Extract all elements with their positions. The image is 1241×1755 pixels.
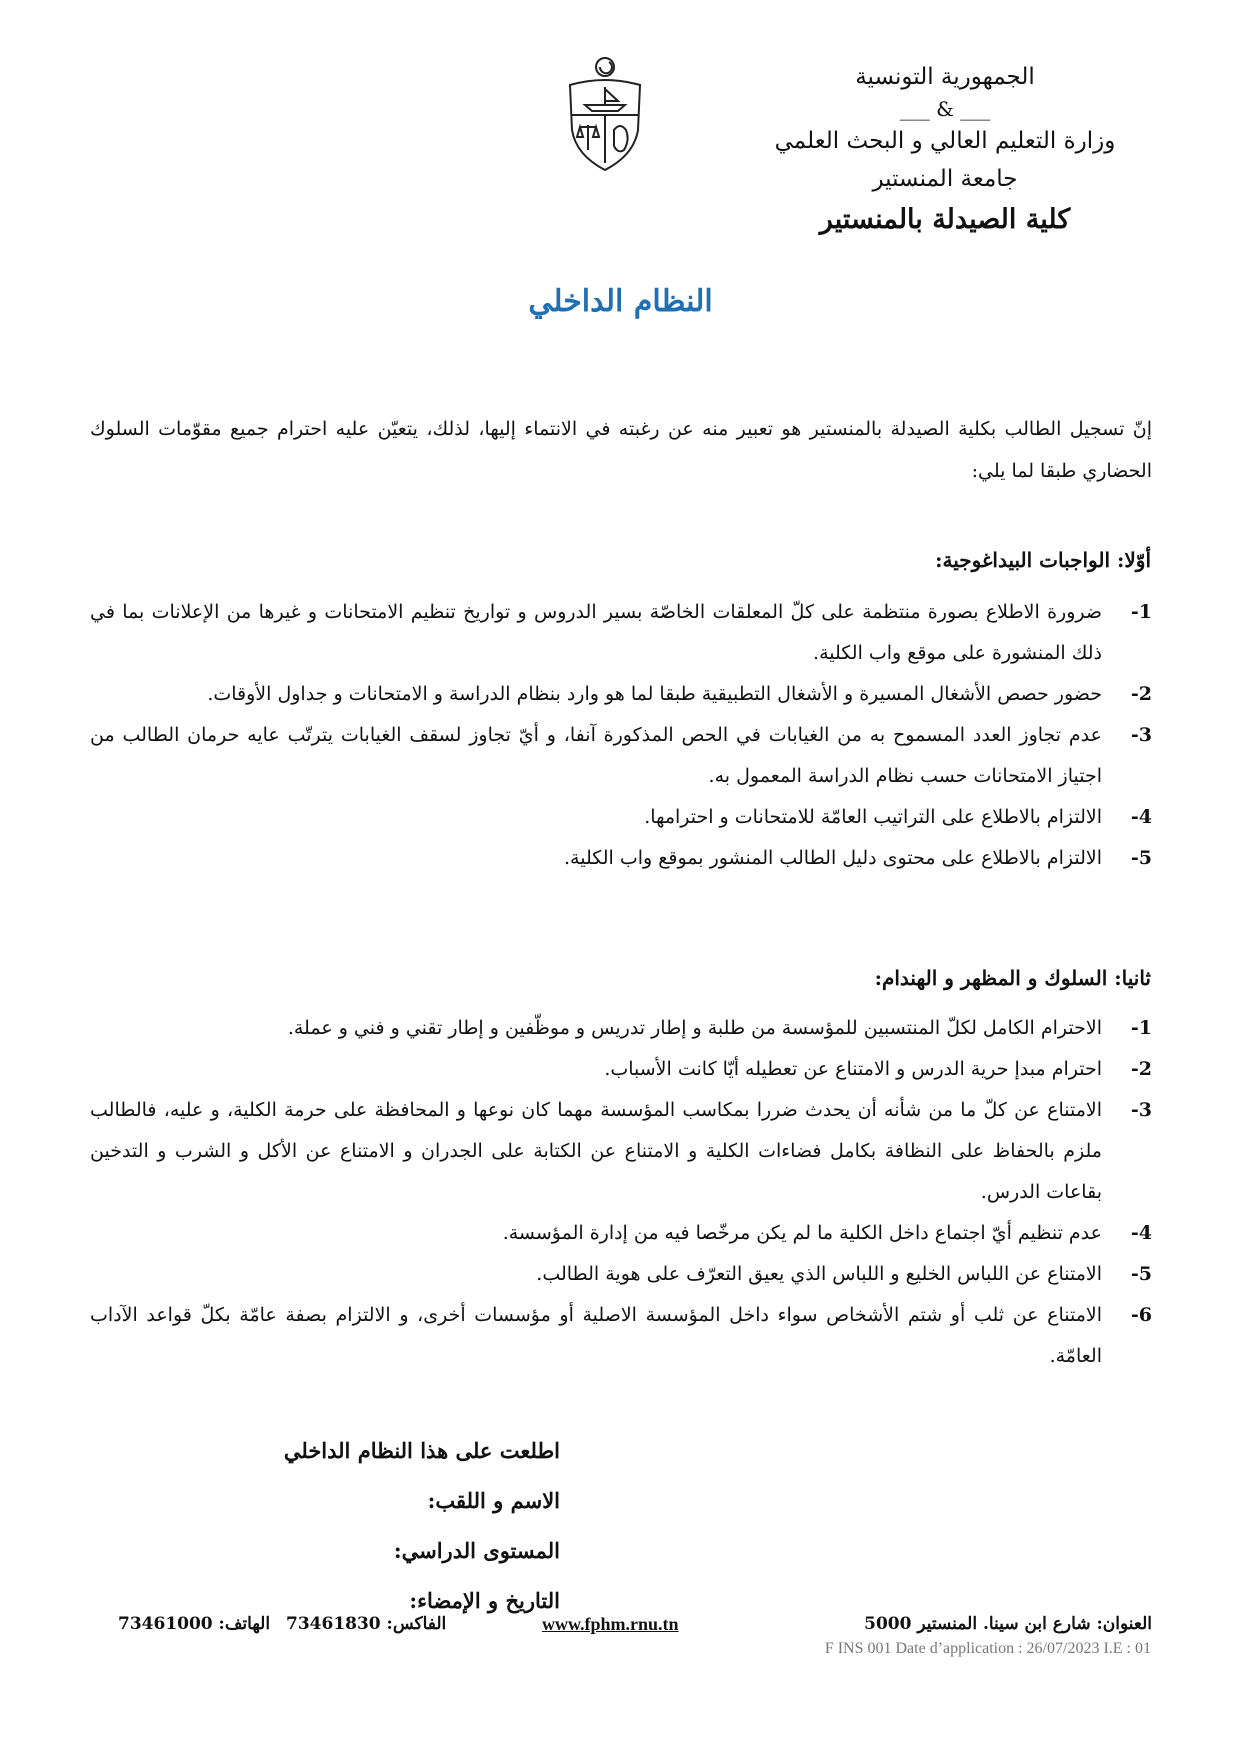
section-conduct-title: ثانيا: السلوك و المظهر و الهندام: (874, 966, 1151, 990)
list-item (90, 838, 1152, 879)
item-text: احترام مبدإ حرية الدرس و الامتناع عن تعطيله أيّا كانت الأسباب. (604, 1058, 1102, 1080)
item-number: 2- (1130, 1058, 1152, 1080)
date-signature-label: التاريخ و الإمضاء: (409, 1588, 560, 1613)
section-pedagogical-title: أوّلا: الواجبات البيداغوجية: (935, 548, 1151, 572)
item-number: 6- (1130, 1304, 1152, 1326)
list-item (90, 674, 1152, 715)
item-number: 3- (1130, 724, 1152, 746)
header-separator: ___ & ___ (899, 97, 991, 121)
website-link[interactable]: www.fphm.rnu.tn (542, 1614, 679, 1634)
document-title: النظام الداخلي (528, 284, 713, 319)
item-number: 5- (1130, 1263, 1152, 1285)
item-text: الامتناع عن كلّ ما من شأنه أن يحدث ضررا بمكاسب المؤسسة مهما كان نوعها و المحافظة على حرمة الكلية، و عليه، فالطالب ملزم بالحفاظ على النظافة بكامل فضاءات الكلية و الامتناع عن الكتابة على الجدران و الامتناع عن الأكل و الشرب و التدخين بقاعات الدرس. (90, 1099, 1102, 1203)
item-text: الالتزام بالاطلاع على التراتيب العامّة للامتحانات و احترامها. (644, 806, 1102, 828)
list-item (90, 1049, 1152, 1090)
item-text: عدم تجاوز العدد المسموح به من الغيابات في الحص المذكورة آنفا، و أيّ تجاوز لسقف الغيابات يترتّب عايه حرمان الطالب من اجتياز الامتحانات حسب نظام الدراسة المعمول به. (90, 724, 1102, 787)
item-number: 1- (1130, 1017, 1152, 1039)
coat-of-arms-icon (560, 55, 650, 175)
republic-name: الجمهورية التونسية (855, 64, 1035, 90)
item-number: 1- (1130, 601, 1152, 623)
item-number: 2- (1130, 683, 1152, 705)
name-field-label: الاسم و اللقب: (427, 1488, 560, 1513)
level-field-label: المستوى الدراسي: (393, 1538, 560, 1563)
list-item (90, 1254, 1152, 1295)
item-text: الاحترام الكامل لكلّ المنتسبين للمؤسسة من طلبة و إطار تدريس و موظّفين و إطار تقني و فني و عملة. (287, 1017, 1102, 1039)
list-item (90, 592, 1152, 674)
acknowledgement-block (140, 1426, 560, 1626)
intro-paragraph: إنّ تسجيل الطالب بكلية الصيدلة بالمنستير هو تعبير منه عن رغبته في الانتماء إليها، لذلك، يتعيّن عليه احترام جميع مقوّمات السلوك الحضاري طبقا لما يلي: (90, 418, 1152, 482)
item-text: عدم تنظيم أيّ اجتماع داخل الكلية ما لم يكن مرخّصا فيه من إدارة المؤسسة. (502, 1222, 1102, 1244)
institution-header (735, 58, 1155, 242)
item-text: الامتناع عن اللباس الخليع و اللباس الذي يعيق التعرّف على هوية الطالب. (536, 1263, 1102, 1285)
acknowledgement-statement: اطلعت على هذا النظام الداخلي (283, 1438, 560, 1463)
section-conduct-list (90, 1008, 1152, 1377)
item-number: 3- (1130, 1099, 1152, 1121)
list-item (90, 1213, 1152, 1254)
item-text: الامتناع عن ثلب أو شتم الأشخاص سواء داخل المؤسسة الاصلية أو مؤسسات أخرى، و الالتزام بصفة عامّة بكلّ قواعد الآداب العامّة. (90, 1304, 1102, 1367)
item-text: ضرورة الاطلاع بصورة منتظمة على كلّ المعلقات الخاصّة بسير الدروس و تواريخ تنظيم الامتحانات و غيرها من الإعلانات بما في ذلك المنشورة على موقع واب الكلية. (90, 601, 1102, 664)
item-number: 5- (1130, 847, 1152, 869)
item-number: 4- (1130, 1222, 1152, 1244)
list-item (90, 797, 1152, 838)
ministry-name: وزارة التعليم العالي و البحث العلمي (774, 128, 1116, 154)
footer (118, 1614, 1152, 1638)
footer-fax: الفاكس: 73461830 (286, 1614, 447, 1634)
document-reference: F INS 001 Date d’application : 26/07/2023 I.E : 01 (824, 1640, 1151, 1657)
footer-phone: الهاتف: 73461000 (118, 1614, 271, 1634)
faculty-name: كلية الصيدلة بالمنستير (819, 204, 1071, 235)
section-pedagogical-list (90, 592, 1152, 879)
item-text: حضور حصص الأشغال المسيرة و الأشغال التطبيقية طبقا لما هو وارد بنظام الدراسة و الامتحانات و جداول الأوقات. (207, 683, 1102, 705)
list-item (90, 715, 1152, 797)
list-item (90, 1090, 1152, 1213)
university-name: جامعة المنستير (872, 166, 1018, 192)
list-item (90, 1295, 1152, 1377)
item-text: الالتزام بالاطلاع على محتوى دليل الطالب المنشور بموقع واب الكلية. (564, 847, 1102, 869)
item-number: 4- (1130, 806, 1152, 828)
footer-address: العنوان: شارع ابن سينا. المنستير 5000 (864, 1614, 1152, 1634)
list-item (90, 1008, 1152, 1049)
